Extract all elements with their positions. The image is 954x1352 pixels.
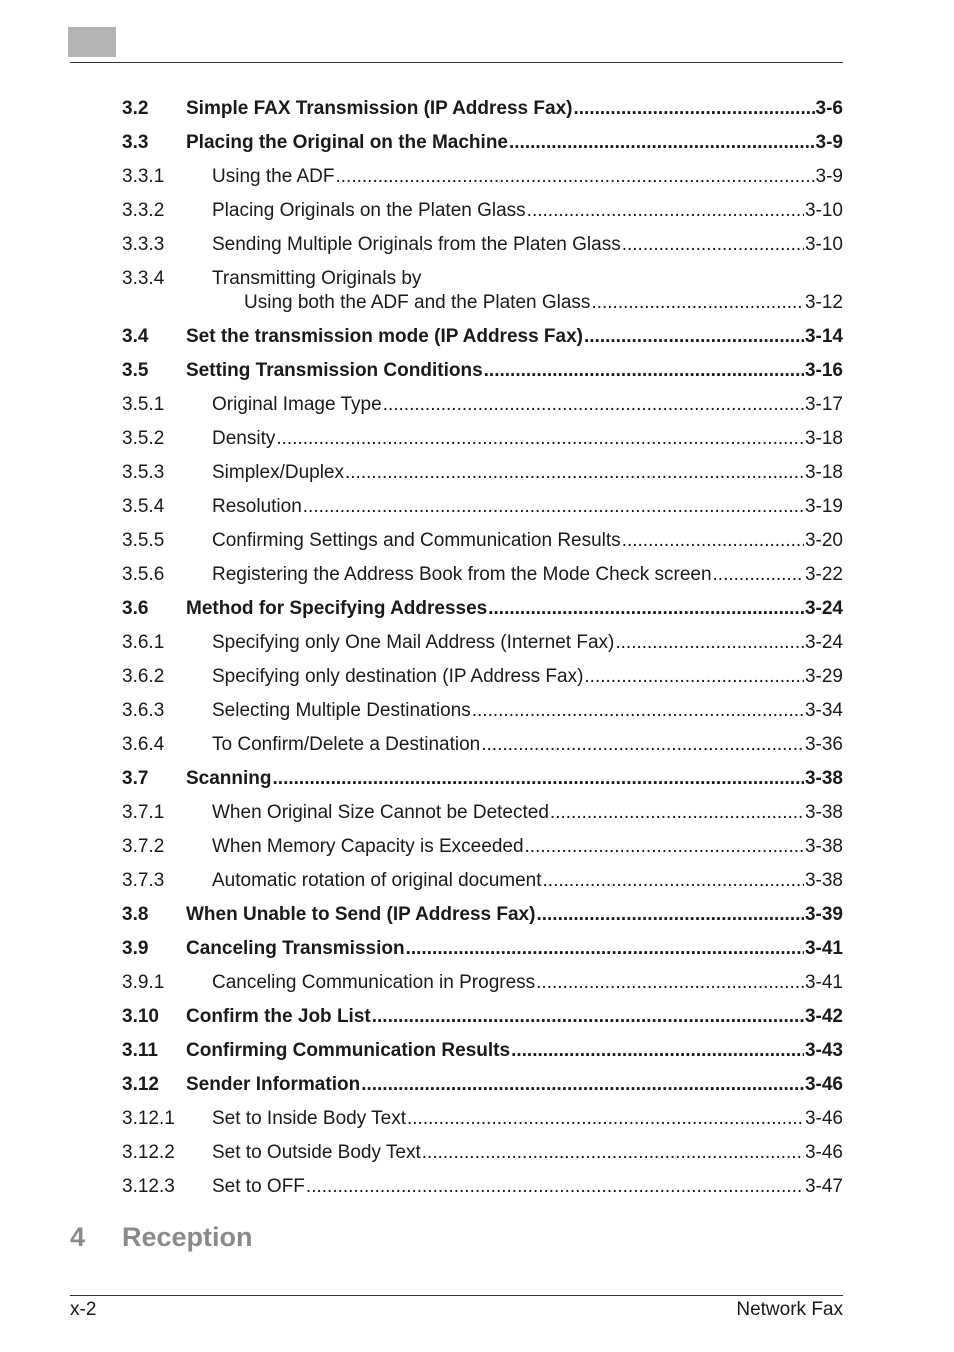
toc-entry[interactable] [122, 932, 843, 966]
dot-leader [573, 98, 814, 120]
toc-entry-title: Specifying only One Mail Address (Internet Fax) [212, 632, 615, 653]
toc-entry[interactable] [122, 558, 843, 592]
chapter-heading [70, 1222, 253, 1253]
toc-entry-title: Confirming Communication Results [186, 1040, 511, 1061]
toc-entry-number: 3.3.3 [122, 234, 165, 255]
toc-entry-number: 3.5.5 [122, 530, 165, 551]
toc-entry-page: 3-47 [804, 1176, 843, 1197]
toc-entry-number: 3.9.1 [122, 972, 165, 993]
toc-entry-number: 3.12.1 [122, 1108, 175, 1129]
chapter-title: Reception [122, 1222, 253, 1252]
toc-entry[interactable] [122, 694, 843, 728]
dot-leader [422, 1142, 804, 1164]
toc-entry-page: 3-29 [804, 666, 843, 687]
toc-entry-title: Density [212, 428, 276, 449]
toc-entry-number: 3.8 [122, 904, 149, 925]
toc-entry-title: Sending Multiple Originals from the Platen Glass [212, 234, 621, 255]
toc-entry-page: 3-14 [804, 326, 843, 347]
toc-entry[interactable] [122, 592, 843, 626]
toc-entry[interactable] [122, 660, 843, 694]
dot-leader [303, 496, 804, 518]
toc-entry[interactable] [122, 194, 843, 228]
toc-entry-number: 3.4 [122, 326, 149, 347]
dot-leader [543, 870, 804, 892]
toc-entry[interactable] [122, 320, 843, 354]
toc-entry-title: Original Image Type [212, 394, 382, 415]
toc-entry-page: 3-24 [804, 632, 843, 653]
toc-entry-title: When Original Size Cannot be Detected [212, 802, 549, 823]
toc-entry-title: Set to Outside Body Text [212, 1142, 421, 1163]
toc-entry-title: Canceling Communication in Progress [212, 972, 536, 993]
toc-entry-page: 3-39 [804, 904, 843, 925]
toc-entry[interactable] [122, 422, 843, 456]
toc-entry[interactable] [122, 1000, 843, 1034]
toc-entry-title: Set to Inside Body Text [212, 1108, 406, 1129]
toc-entry-number: 3.5.6 [122, 564, 165, 585]
toc-entry-title: Simplex/Duplex [212, 462, 344, 483]
toc-entry-title: Confirming Settings and Communication Results [212, 530, 621, 551]
toc-entry-title: Registering the Address Book from the Mode Check screen [212, 564, 712, 585]
toc-entry-number: 3.7.2 [122, 836, 165, 857]
dot-leader [481, 734, 804, 756]
toc-entry-page: 3-20 [804, 530, 843, 551]
toc-entry-number: 3.5.2 [122, 428, 165, 449]
chapter-number: 4 [70, 1222, 86, 1252]
toc-entry[interactable] [122, 830, 843, 864]
toc-entry-page: 3-10 [804, 234, 843, 255]
toc-entry[interactable] [122, 262, 843, 320]
toc-entry-number: 3.11 [122, 1040, 158, 1061]
dot-leader [484, 360, 804, 382]
toc-entry[interactable] [122, 728, 843, 762]
toc-entry-number: 3.3.4 [122, 268, 165, 289]
dot-leader [336, 166, 815, 188]
toc-entry-title: Simple FAX Transmission (IP Address Fax) [186, 98, 573, 119]
toc-entry-title: Sender Information [186, 1074, 361, 1095]
dot-leader [345, 462, 804, 484]
toc-entry-page: 3-10 [804, 200, 843, 221]
toc-entry-page: 3-18 [804, 428, 843, 449]
toc-entry-title: Confirm the Job List [186, 1006, 371, 1027]
toc-entry-title: Resolution [212, 496, 302, 517]
toc-entry-page: 3-38 [804, 768, 843, 789]
dot-leader [511, 1040, 804, 1062]
dot-leader [488, 598, 804, 620]
toc-entry-number: 3.12.2 [122, 1142, 175, 1163]
toc-entry-title: Using the ADF [212, 166, 335, 187]
toc-entry-number: 3.6.4 [122, 734, 165, 755]
toc-entry-page: 3-46 [804, 1074, 843, 1095]
toc-entry-page: 3-36 [804, 734, 843, 755]
toc-entry-number: 3.7.1 [122, 802, 165, 823]
toc-entry-page: 3-17 [804, 394, 843, 415]
toc-entry-page: 3-19 [804, 496, 843, 517]
toc-entry[interactable] [122, 1068, 843, 1102]
dot-leader [591, 292, 804, 314]
dot-leader [361, 1074, 804, 1096]
toc-entry-number: 3.6.1 [122, 632, 165, 653]
header-tab-box [68, 27, 116, 57]
toc-entry[interactable] [122, 524, 843, 558]
toc-entry-title: Canceling Transmission [186, 938, 405, 959]
dot-leader [622, 530, 804, 552]
toc-entry-number: 3.6 [122, 598, 149, 619]
dot-leader [372, 1006, 804, 1028]
table-of-contents [122, 92, 843, 1204]
toc-entry-title-line1: Transmitting Originals by [212, 268, 422, 289]
toc-entry-page: 3-38 [804, 802, 843, 823]
document-title: Network Fax [736, 1299, 843, 1320]
toc-entry-number: 3.5.3 [122, 462, 165, 483]
toc-entry[interactable] [122, 1170, 843, 1204]
dot-leader [509, 132, 815, 154]
toc-entry[interactable] [122, 388, 843, 422]
toc-entry-page: 3-38 [804, 870, 843, 891]
toc-entry-title: Using both the ADF and the Platen Glass [244, 292, 591, 313]
toc-entry-title: Method for Specifying Addresses [186, 598, 488, 619]
toc-entry-page: 3-41 [804, 972, 843, 993]
toc-entry-page: 3-42 [804, 1006, 843, 1027]
toc-entry[interactable] [122, 626, 843, 660]
toc-entry-title: Selecting Multiple Destinations [212, 700, 471, 721]
toc-entry-title: Automatic rotation of original document [212, 870, 542, 891]
toc-entry-page: 3-41 [804, 938, 843, 959]
dot-leader [383, 394, 804, 416]
dot-leader [406, 938, 804, 960]
dot-leader [536, 972, 804, 994]
dot-leader [584, 666, 804, 688]
toc-entry-title: To Confirm/Delete a Destination [212, 734, 481, 755]
toc-entry-number: 3.2 [122, 98, 149, 119]
dot-leader [525, 836, 804, 858]
toc-entry-number: 3.7.3 [122, 870, 165, 891]
dot-leader [584, 326, 804, 348]
toc-entry-number: 3.5.4 [122, 496, 165, 517]
toc-entry[interactable] [122, 864, 843, 898]
header-rule [70, 62, 843, 63]
footer-rule [70, 1295, 843, 1296]
dot-leader [273, 768, 804, 790]
toc-entry-title: Setting Transmission Conditions [186, 360, 483, 381]
toc-entry-page: 3-24 [804, 598, 843, 619]
toc-entry-number: 3.5 [122, 360, 149, 381]
toc-entry[interactable] [122, 354, 843, 388]
toc-entry[interactable] [122, 1136, 843, 1170]
toc-entry[interactable] [122, 92, 843, 126]
toc-entry-title: Placing the Original on the Machine [186, 132, 508, 153]
dot-leader [622, 234, 804, 256]
toc-entry-page: 3-6 [815, 98, 843, 119]
toc-entry-number: 3.9 [122, 938, 149, 959]
toc-entry-page: 3-9 [815, 132, 843, 153]
toc-entry[interactable] [122, 898, 843, 932]
toc-entry[interactable] [122, 796, 843, 830]
toc-entry[interactable] [122, 762, 843, 796]
toc-entry[interactable] [122, 160, 843, 194]
dot-leader [472, 700, 804, 722]
toc-entry-title: Specifying only destination (IP Address Fax) [212, 666, 584, 687]
toc-entry-number: 3.3 [122, 132, 149, 153]
toc-entry[interactable] [122, 1034, 843, 1068]
dot-leader [713, 564, 804, 586]
dot-leader [407, 1108, 804, 1130]
toc-entry-title: Set the transmission mode (IP Address Fax) [186, 326, 583, 347]
toc-entry[interactable] [122, 126, 843, 160]
toc-entry-number: 3.3.1 [122, 166, 165, 187]
page-number: x-2 [70, 1299, 97, 1320]
toc-entry-title: Scanning [186, 768, 272, 789]
toc-entry-number: 3.3.2 [122, 200, 165, 221]
toc-entry-page: 3-38 [804, 836, 843, 857]
toc-entry-number: 3.5.1 [122, 394, 165, 415]
toc-entry[interactable] [122, 966, 843, 1000]
dot-leader [276, 428, 804, 450]
toc-entry-page: 3-43 [804, 1040, 843, 1061]
dot-leader [536, 904, 804, 926]
dot-leader [550, 802, 804, 824]
toc-entry-number: 3.6.2 [122, 666, 165, 687]
toc-entry-number: 3.12 [122, 1074, 159, 1095]
toc-entry-page: 3-12 [804, 292, 843, 313]
toc-entry-title: When Unable to Send (IP Address Fax) [186, 904, 536, 925]
toc-entry[interactable] [122, 1102, 843, 1136]
toc-entry[interactable] [122, 456, 843, 490]
toc-entry-page: 3-16 [804, 360, 843, 381]
toc-entry-page: 3-46 [804, 1108, 843, 1129]
toc-entry-page: 3-34 [804, 700, 843, 721]
dot-leader [527, 200, 804, 222]
toc-entry-page: 3-22 [804, 564, 843, 585]
toc-entry[interactable] [122, 228, 843, 262]
dot-leader [615, 632, 804, 654]
toc-entry-page: 3-46 [804, 1142, 843, 1163]
dot-leader [306, 1176, 804, 1198]
toc-entry-title: Set to OFF [212, 1176, 305, 1197]
toc-entry-page: 3-18 [804, 462, 843, 483]
toc-entry-title: Placing Originals on the Platen Glass [212, 200, 526, 221]
toc-entry-number: 3.12.3 [122, 1176, 175, 1197]
toc-entry-page: 3-9 [815, 166, 843, 187]
toc-entry-number: 3.6.3 [122, 700, 165, 721]
toc-entry-number: 3.7 [122, 768, 149, 789]
toc-entry-title: When Memory Capacity is Exceeded [212, 836, 524, 857]
toc-entry[interactable] [122, 490, 843, 524]
toc-entry-number: 3.10 [122, 1006, 159, 1027]
